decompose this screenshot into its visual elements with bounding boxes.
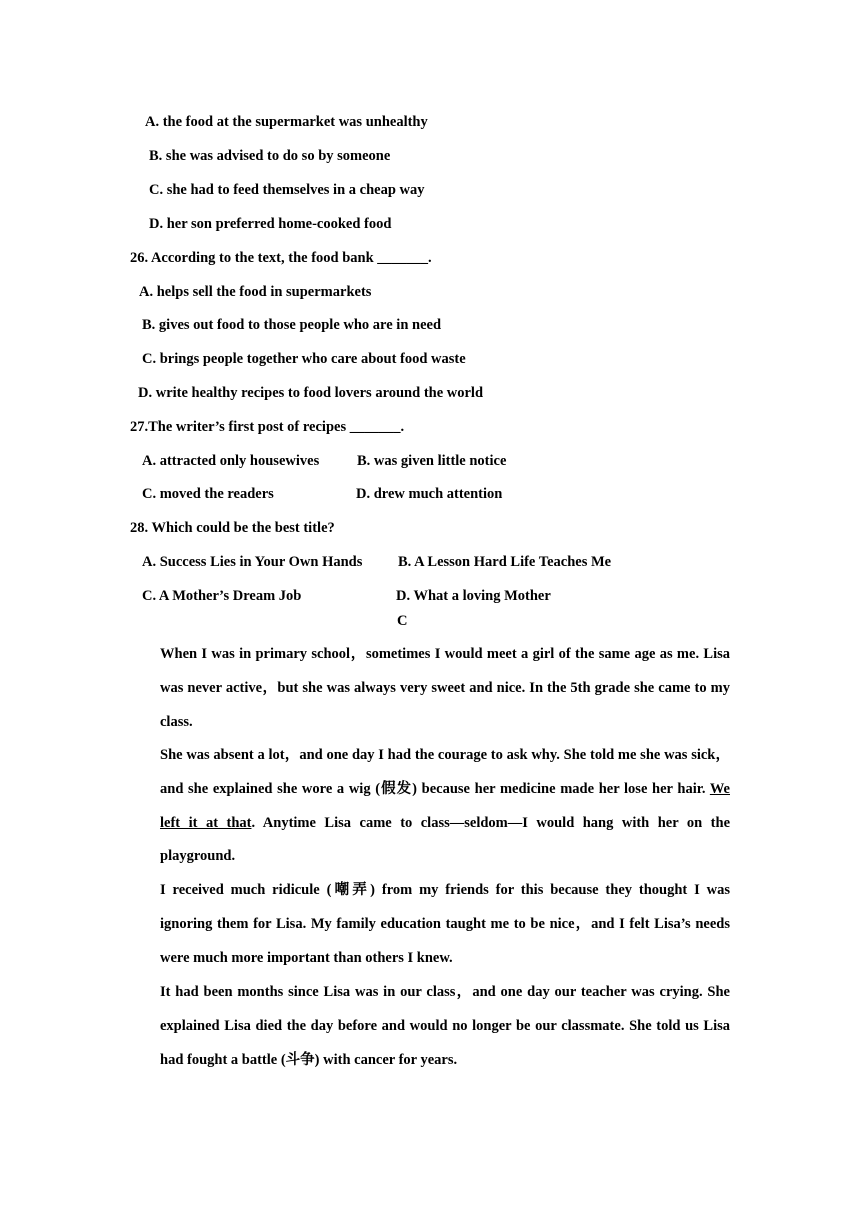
passage-paragraph-4 bbox=[130, 976, 730, 1077]
q25-option-a: A. the food at the supermarket was unhealthy bbox=[145, 114, 428, 130]
q27-option-c: C. moved the readers bbox=[142, 486, 274, 502]
q26-option-c: C. brings people together who care about food waste bbox=[142, 351, 466, 367]
q25-option-c: C. she had to feed themselves in a cheap way bbox=[149, 182, 425, 198]
q28-option-c: C. A Mother’s Dream Job bbox=[142, 588, 302, 604]
q28-option-b: B. A Lesson Hard Life Teaches Me bbox=[398, 554, 612, 570]
q26-stem: 26. According to the text, the food bank _______. bbox=[130, 250, 432, 266]
underlined-phrase: We left it at that bbox=[160, 780, 730, 831]
q25-option-b: B. she was advised to do so by someone bbox=[149, 148, 391, 164]
q27-option-d: D. drew much attention bbox=[356, 486, 503, 502]
passage-paragraph-1 bbox=[130, 638, 730, 739]
q28-option-a: A. Success Lies in Your Own Hands bbox=[142, 554, 363, 570]
passage-paragraph-2 bbox=[130, 739, 730, 874]
passage-paragraph-4-text: It had been months since Lisa was in our class，and one day our teacher was crying. She explained Lisa died the day before and would no longer be our classmate. She told us Lisa had fought a battle (斗争) with cancer for years. bbox=[160, 984, 730, 1068]
passage-paragraph-1-text: When I was in primary school，sometimes I would meet a girl of the same age as me. Lisa was never active，but she was always very sweet and nice. In the 5th grade she came to my class. bbox=[160, 646, 730, 730]
q25-option-d: D. her son preferred home-cooked food bbox=[149, 216, 392, 232]
q28-option-d: D. What a loving Mother bbox=[396, 588, 551, 604]
passage-paragraph-3 bbox=[130, 874, 730, 975]
passage-paragraph-2-part-b: . Anytime Lisa came to class—seldom—I would hang with her on the playground. bbox=[160, 814, 731, 865]
q28-stem: 28. Which could be the best title? bbox=[130, 520, 335, 536]
passage-paragraph-2-text bbox=[130, 739, 730, 874]
section-letter: C bbox=[397, 613, 408, 629]
q27-option-a: A. attracted only housewives bbox=[142, 453, 320, 469]
q26-option-d: D. write healthy recipes to food lovers around the world bbox=[138, 385, 484, 401]
q26-option-b: B. gives out food to those people who are in need bbox=[142, 317, 442, 333]
passage-paragraph-3-text: I received much ridicule (嘲弄) from my friends for this because they thought I was ignoring them for Lisa. My family education taught me to be nice，and I felt Lisa’s needs were much more important than others I knew. bbox=[160, 882, 730, 966]
q27-stem: 27.The writer’s first post of recipes _______. bbox=[130, 419, 405, 435]
q26-option-a: A. helps sell the food in supermarkets bbox=[139, 284, 372, 300]
passage-paragraph-2-part-a: She was absent a lot，and one day I had the courage to ask why. She told me she was sick，and she explained she wore a wig (假发) because her medicine made her lose her hair. bbox=[160, 747, 730, 797]
q27-option-b: B. was given little notice bbox=[357, 453, 507, 469]
